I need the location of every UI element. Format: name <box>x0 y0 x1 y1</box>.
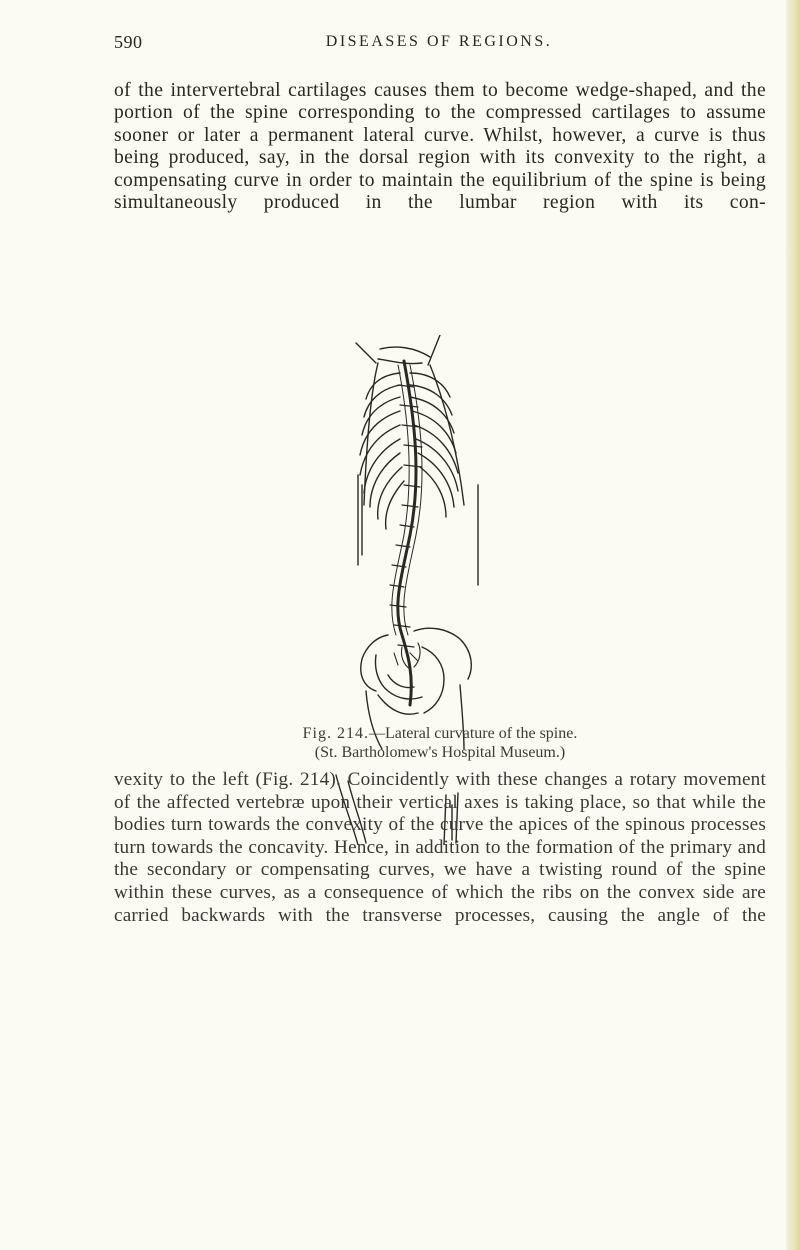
running-head <box>114 32 764 56</box>
page-edge <box>786 0 800 1250</box>
figure-label: Fig. 214. <box>302 725 369 742</box>
header-title: DISEASES OF REGIONS. <box>325 33 553 50</box>
figure-caption <box>114 725 766 743</box>
body-paragraph-1: of the intervertebral cartilages causes them to become wedge-shaped, and the portion of the spine corresponding to the compressed cartilages to assume sooner or later a permanent lateral curve. Whilst, however, a curve is thus being produced, say, in the dorsal region with its convexity to the right, a compensating curve in order to maintain the equilibrium of the spine is being simultaneously produced in the lumbar region with its con- <box>114 80 766 214</box>
body-paragraph-2: vexity to the left (Fig. 214). Coincidently with these changes a rotary movement of the affected vertebræ upon their vertical axes is taking place, so that while the bodies turn towards the convexity of the curve the apices of the spinous processes turn towards the concavity. Hence, in addition to the formation of the primary and the secondary or compensating curves, we have a twisting round of the spine within these curves, as a consequence of which the ribs on the convex side are carried backwards with the transverse processes, causing the angle of the <box>114 769 766 926</box>
figure-caption-text: —Lateral curvature of the spine. <box>368 725 578 742</box>
page-number: 590 <box>114 32 143 52</box>
figure-source: (St. Bartholomew's Hospital Museum.) <box>314 744 566 761</box>
